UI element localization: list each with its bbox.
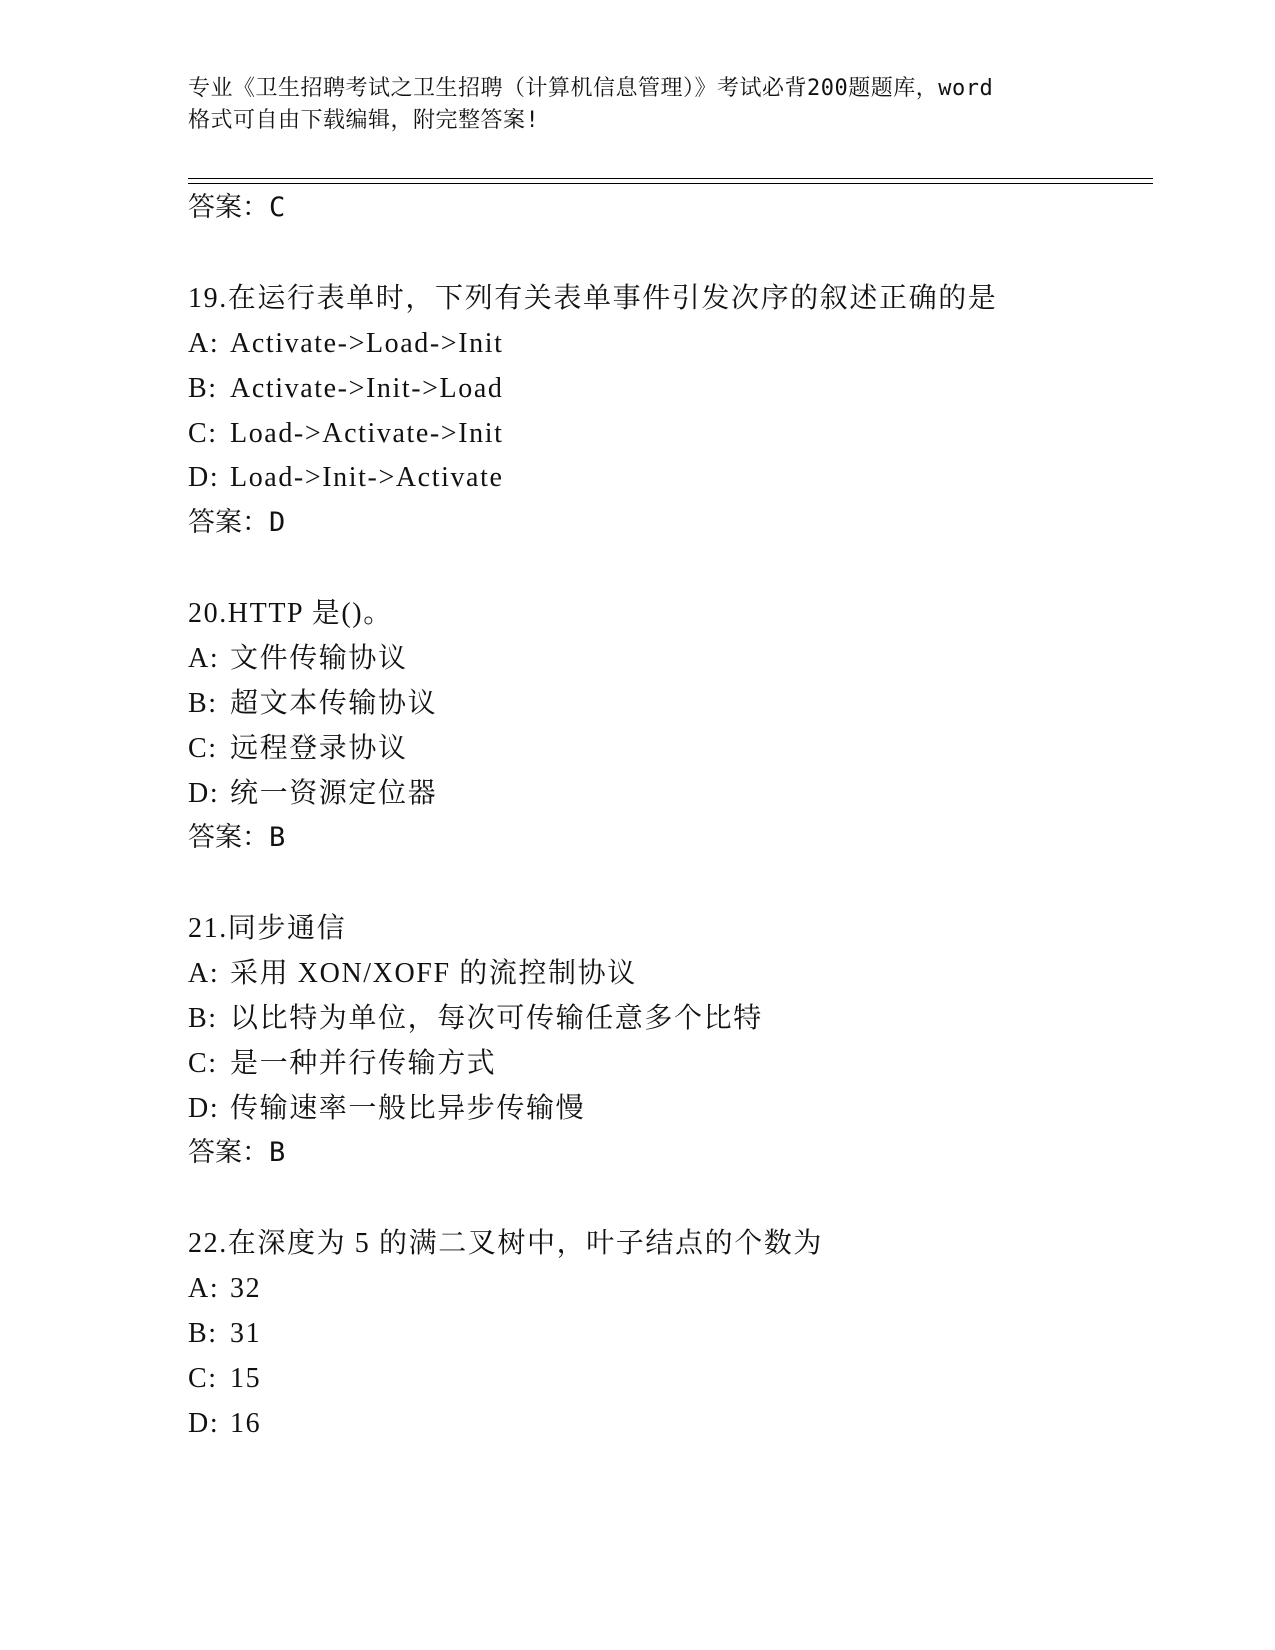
option-text: 传输速率一般比异步传输慢: [230, 1093, 586, 1124]
question-22-option-a: [188, 1272, 261, 1306]
question-20-option-d: [188, 777, 437, 811]
option-letter: B:: [188, 688, 218, 719]
question-20-option-b: [188, 687, 437, 721]
header-line-2: 格式可自由下载编辑，附完整答案!: [188, 108, 540, 133]
question-22-option-b: [188, 1317, 261, 1351]
option-letter: C:: [188, 418, 218, 449]
question-20-option-c: [188, 732, 408, 766]
option-text: 采用 XON/XOFF 的流控制协议: [230, 958, 637, 989]
question-19-option-d: [188, 461, 504, 495]
option-text: Activate->Load->Init: [230, 328, 504, 359]
option-text: Load->Activate->Init: [230, 418, 504, 449]
question-20-option-a: [188, 642, 408, 676]
question-19-option-c: [188, 417, 504, 451]
option-letter: D:: [188, 778, 220, 809]
question-19-option-a: [188, 327, 504, 361]
question-21-answer: 答案：B: [188, 1137, 286, 1168]
option-letter: B:: [188, 1318, 218, 1349]
question-19-title: 19.在运行表单时，下列有关表单事件引发次序的叙述正确的是: [188, 283, 998, 314]
option-letter: C:: [188, 1048, 218, 1079]
option-letter: C:: [188, 733, 218, 764]
question-19-answer: 答案：D: [188, 507, 286, 538]
option-letter: B:: [188, 373, 218, 404]
option-text: 32: [230, 1273, 262, 1304]
option-letter: C:: [188, 1363, 218, 1394]
option-text: 统一资源定位器: [230, 778, 438, 809]
option-letter: B:: [188, 1003, 218, 1034]
question-19-option-b: [188, 372, 504, 406]
header-divider-bottom: [188, 183, 1153, 184]
option-letter: A:: [188, 958, 220, 989]
question-22-option-c: [188, 1362, 261, 1396]
question-21-option-c: [188, 1047, 496, 1081]
question-21-option-d: [188, 1092, 585, 1126]
question-21-option-b: [188, 1002, 763, 1036]
document-header: [188, 73, 1088, 137]
question-22-title: 22.在深度为 5 的满二叉树中，叶子结点的个数为: [188, 1228, 824, 1259]
option-letter: A:: [188, 1273, 220, 1304]
option-text: 31: [230, 1318, 262, 1349]
question-20-title: 20.HTTP 是()。: [188, 598, 393, 629]
header-line-1: 专业《卫生招聘考试之卫生招聘（计算机信息管理）》考试必背200题题库，word: [188, 76, 994, 101]
option-letter: A:: [188, 328, 220, 359]
option-text: 文件传输协议: [230, 643, 408, 674]
option-text: 超文本传输协议: [230, 688, 438, 719]
header-divider-top: [188, 178, 1153, 179]
question-21-title: 21.同步通信: [188, 913, 347, 944]
option-text: 15: [230, 1363, 262, 1394]
option-text: 是一种并行传输方式: [230, 1048, 497, 1079]
option-letter: A:: [188, 643, 220, 674]
option-letter: D:: [188, 1093, 220, 1124]
option-text: Load->Init->Activate: [230, 462, 504, 493]
question-22-option-d: [188, 1407, 261, 1441]
question-20-answer: 答案：B: [188, 822, 286, 853]
option-text: Activate->Init->Load: [230, 373, 504, 404]
option-text: 16: [230, 1408, 262, 1439]
option-letter: D:: [188, 1408, 220, 1439]
question-21-option-a: [188, 957, 637, 991]
option-letter: D:: [188, 462, 220, 493]
answer-previous: 答案：C: [188, 192, 286, 223]
option-text: 以比特为单位，每次可传输任意多个比特: [230, 1003, 763, 1034]
option-text: 远程登录协议: [230, 733, 408, 764]
